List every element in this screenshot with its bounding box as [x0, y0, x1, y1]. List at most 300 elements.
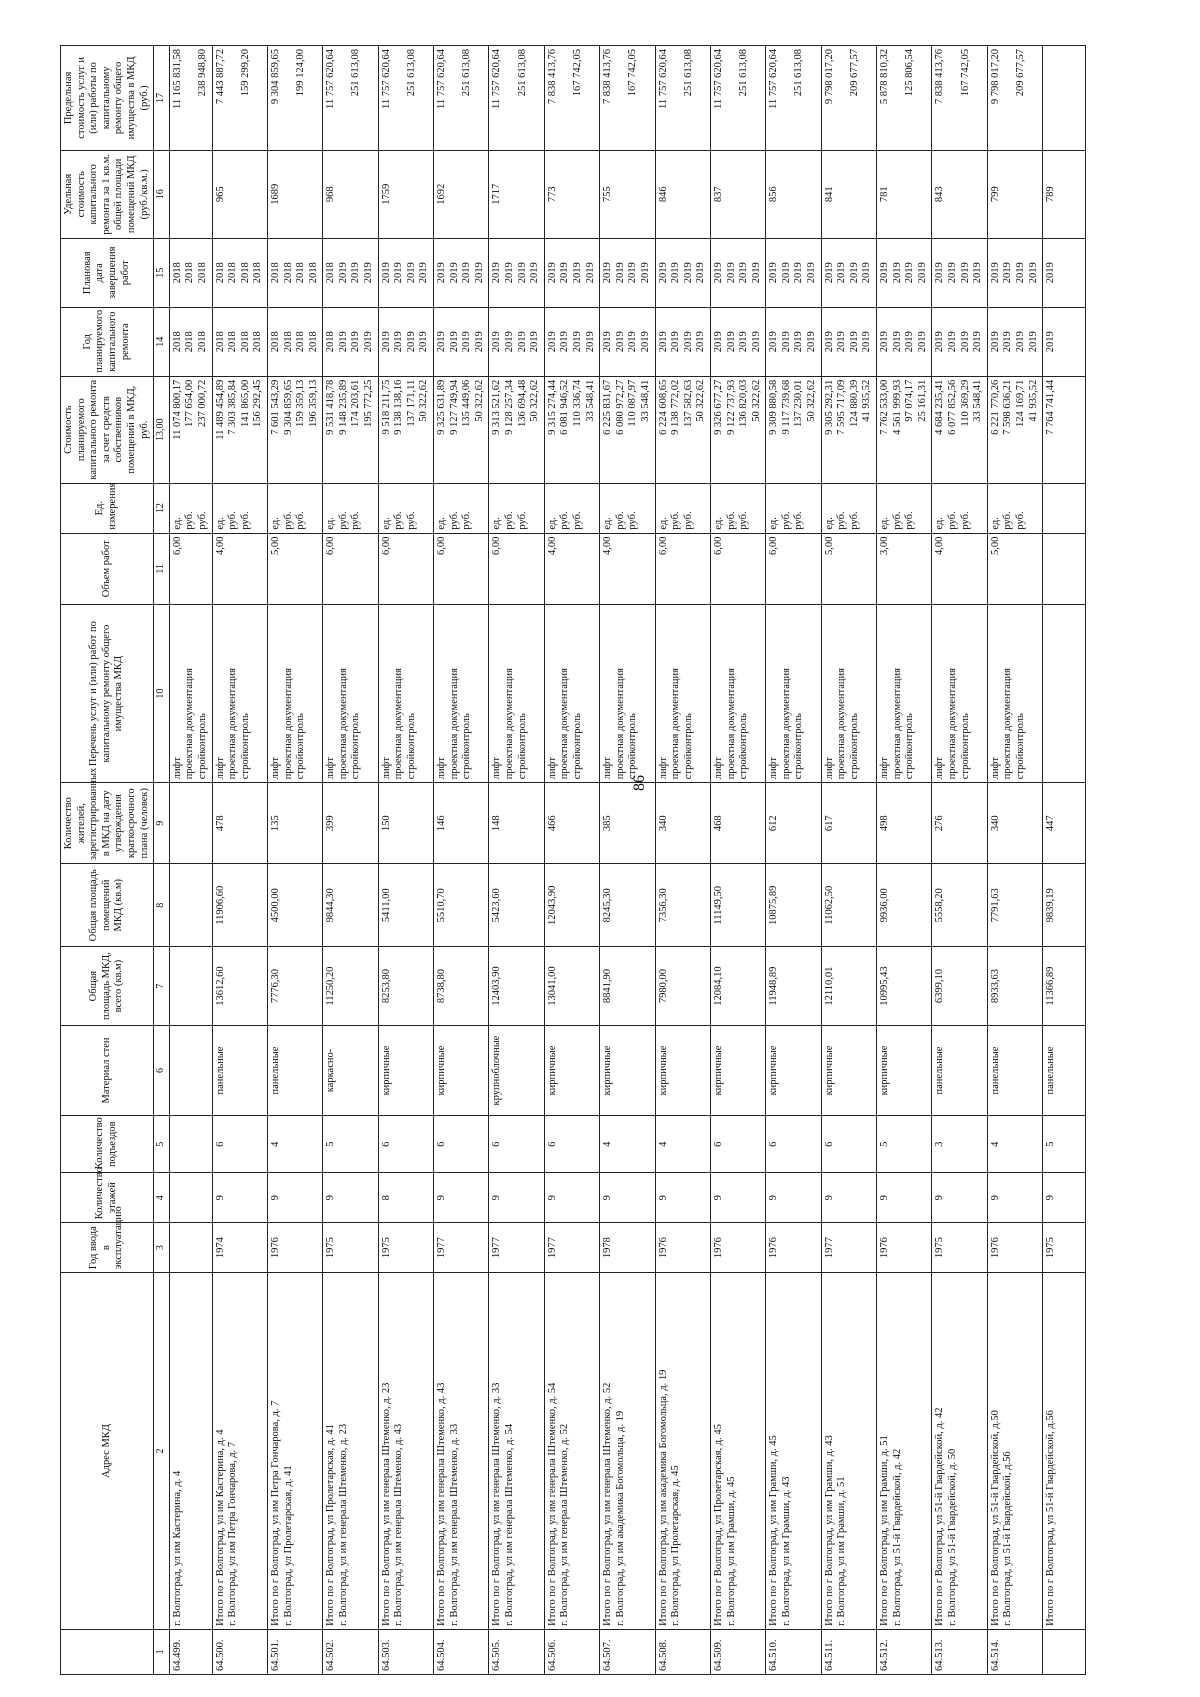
units-line: руб. [848, 511, 860, 530]
plan-year-line: 2019 [861, 331, 873, 353]
end-date [434, 238, 489, 307]
work-volume [1043, 533, 1086, 604]
commission-year: 1975 [932, 1223, 987, 1273]
wall-material: кирпичные [877, 1025, 932, 1115]
end-date-line: 2019 [529, 262, 541, 284]
units-line: ед. [546, 517, 558, 530]
plan-year-line: 2018 [227, 331, 239, 353]
works-list-line: лифт [657, 757, 669, 780]
limit-cost-line [184, 49, 197, 147]
premises-area: 5558,20 [932, 864, 987, 947]
plan-year [378, 307, 433, 376]
plan-year-line: 2019 [836, 331, 848, 353]
units-line: ед. [657, 517, 669, 530]
plan-year [655, 307, 710, 376]
table-row [434, 46, 489, 1675]
premises-area: 11149,50 [710, 864, 765, 947]
end-date-line: 2018 [269, 262, 281, 284]
column-header-1 [61, 1629, 154, 1674]
entrances-count: 6 [212, 1116, 267, 1173]
premises-area: 7356,30 [655, 864, 710, 947]
end-date-line: 2019 [436, 262, 448, 284]
residents-count: 498 [877, 783, 932, 864]
address-cell-line: Итого по г Волгоград, ул им генерала Штеменко, д. 52 [602, 1382, 614, 1626]
plan-year-line: 2019 [806, 331, 818, 353]
premises-area: 5510,70 [434, 864, 489, 947]
limit-cost-line [393, 49, 406, 147]
planned-cost-line: 6 224 608,65 [657, 379, 669, 435]
planned-cost [212, 376, 267, 483]
plan-year-line: 2019 [1045, 331, 1057, 353]
address-cell [434, 1273, 489, 1630]
planned-cost-line: 4 684 235,41 [934, 379, 946, 435]
end-date-line: 2019 [393, 262, 405, 284]
plan-year-line: 2019 [750, 331, 762, 353]
premises-area: 5411,00 [378, 864, 433, 947]
address-cell-line: Итого по г Волгоград, ул им Грамши, д. 51 [879, 1435, 891, 1626]
unit-cost: 968 [323, 150, 378, 238]
floors-count: 9 [544, 1173, 599, 1223]
wall-material: крупноблочные [489, 1025, 544, 1115]
works-list-line: лифт [712, 757, 724, 780]
end-date-line: 2019 [879, 262, 891, 284]
residents-count: 340 [655, 783, 710, 864]
address-cell [544, 1273, 599, 1630]
planned-cost-line: 9 117 739,68 [780, 379, 792, 435]
plan-year-line: 2018 [295, 331, 307, 353]
residents-count: 466 [544, 783, 599, 864]
premises-area: 8245,30 [600, 864, 655, 947]
entrances-count: 6 [710, 1116, 765, 1173]
address-cell-line [683, 1276, 696, 1626]
planned-cost-line: 137 582,63 [682, 379, 694, 427]
address-cell-line [1015, 1276, 1028, 1626]
commission-year: 1975 [323, 1223, 378, 1273]
entrances-count: 5 [1043, 1116, 1086, 1173]
plan-year-line: 2018 [307, 331, 319, 353]
end-date-line: 2019 [337, 262, 349, 284]
planned-cost-line: 124 880,39 [848, 379, 860, 427]
address-cell-line: г. Волгоград, ул Пролетарская, д. 45 [670, 1465, 682, 1626]
column-header-12: Ед. измерения [61, 483, 154, 533]
work-volume: 6,00 [378, 533, 433, 604]
planned-cost-line: 33 548,41 [639, 379, 651, 422]
address-cell [169, 1273, 212, 1630]
work-volume: 5,00 [267, 533, 322, 604]
limit-cost [932, 46, 987, 151]
address-cell-line: г. Волгоград, ул им Петра Гончарова, д. 7 [227, 1441, 239, 1626]
wall-material: каркасно- [323, 1025, 378, 1115]
limit-cost-line: 167 742,05 [571, 49, 583, 97]
entrances-count: 5 [877, 1116, 932, 1173]
limit-cost-line: 167 742,05 [627, 49, 639, 97]
table-row [544, 46, 599, 1675]
planned-cost-line: 6 221 770,26 [989, 379, 1001, 435]
end-date-line: 2019 [559, 262, 571, 284]
planned-cost-line: 110 336,74 [571, 379, 583, 427]
entrances-count: 4 [655, 1116, 710, 1173]
column-number-row [154, 46, 170, 1675]
commission-year: 1975 [378, 1223, 433, 1273]
row-number: 64.499. [169, 1629, 212, 1674]
address-cell [710, 1273, 765, 1630]
plan-year-line: 2019 [947, 331, 958, 353]
planned-cost-line: 7 762 533,00 [879, 379, 891, 435]
units [987, 483, 1042, 533]
end-date-line: 2019 [1027, 262, 1039, 284]
wall-material: кирпичные [544, 1025, 599, 1115]
limit-cost-line: 251 613,08 [682, 49, 694, 97]
end-date [378, 238, 433, 307]
end-date-line: 2019 [516, 262, 528, 284]
address-cell [766, 1273, 821, 1630]
row-number: 64.503. [378, 1629, 433, 1674]
work-volume: 6,00 [766, 533, 821, 604]
units [212, 483, 267, 533]
column-header-7: Общая площадь МКД, всего (кв.м) [61, 947, 154, 1025]
table-row [323, 46, 378, 1675]
works-list-line: лифт [269, 757, 281, 780]
planned-cost [655, 376, 710, 483]
commission-year: 1976 [267, 1223, 322, 1273]
planned-cost [169, 376, 212, 483]
column-number-5: 5 [154, 1116, 170, 1173]
end-date-line: 2019 [491, 262, 503, 284]
residents-count: 146 [434, 783, 489, 864]
total-area: 11948,89 [766, 947, 821, 1025]
planned-cost-line: 50 322,62 [418, 379, 430, 422]
works-list-line: проектная документация [393, 668, 405, 780]
planned-cost-line: 136 694,48 [516, 379, 528, 427]
units [323, 483, 378, 533]
works-list [821, 604, 876, 782]
plan-year-line: 2019 [682, 331, 694, 353]
end-date-line: 2019 [1045, 262, 1057, 284]
row-number: 64.510. [766, 1629, 821, 1674]
plan-year-line: 2019 [418, 331, 430, 353]
units-line: руб. [682, 511, 694, 530]
column-number-11: 11 [154, 533, 170, 604]
commission-year: 1978 [600, 1223, 655, 1273]
planned-cost-line: 9 518 211,75 [380, 379, 392, 435]
limit-cost-line: 251 613,08 [461, 49, 473, 97]
works-list [378, 604, 433, 782]
premises-area: 4500,00 [267, 864, 322, 947]
end-date [766, 238, 821, 307]
works-list [600, 604, 655, 782]
end-date [821, 238, 876, 307]
units-line: ед. [879, 517, 891, 530]
address-cell [212, 1273, 267, 1630]
work-volume: 5,00 [987, 533, 1042, 604]
end-date [710, 238, 765, 307]
end-date-line: 2018 [171, 262, 183, 284]
limit-cost-line [504, 49, 517, 147]
plan-year-line: 2019 [380, 331, 392, 353]
planned-cost-line: 6 077 852,56 [947, 379, 958, 435]
plan-year-line: 2019 [891, 331, 903, 353]
limit-cost-line: 199 124,00 [295, 49, 307, 97]
limit-cost-line [670, 49, 683, 147]
column-header-5: Количество подъездов [61, 1116, 154, 1173]
planned-cost-line: 6 081 946,52 [559, 379, 571, 435]
units-line: руб. [959, 511, 971, 530]
planned-cost [821, 376, 876, 483]
end-date-line: 2019 [504, 262, 515, 284]
end-date-line: 2018 [227, 262, 239, 284]
address-cell-line: Итого по г Волгоград, ул им генерала Штеменко, д. 43 [436, 1382, 448, 1626]
column-header-2: Адрес МКД [61, 1273, 154, 1630]
column-number-16: 16 [154, 150, 170, 238]
limit-cost-line: 7 443 887,72 [214, 49, 226, 105]
end-date-line: 2019 [972, 262, 984, 284]
works-list-line: проектная документация [780, 668, 792, 780]
address-cell-line: Итого по г Волгоград, ул 51-й Гвардейской, д. 42 [934, 1407, 946, 1626]
limit-cost-line: 9 798 017,20 [823, 49, 835, 105]
floors-count: 9 [655, 1173, 710, 1223]
planned-cost-line: 9 122 737,93 [725, 379, 737, 435]
end-date-line: 2019 [418, 262, 430, 284]
works-list-line: проектная документация [725, 668, 737, 780]
units-line: ед. [171, 517, 183, 530]
end-date-line: 2019 [682, 262, 694, 284]
address-cell-line [627, 1276, 640, 1626]
units-line: ед. [768, 517, 780, 530]
plan-year-line: 2019 [670, 331, 682, 353]
units-line: руб. [627, 511, 639, 530]
header-row [61, 46, 154, 1675]
plan-year-line: 2019 [529, 331, 541, 353]
row-number [1043, 1629, 1086, 1674]
end-date-line: 2019 [836, 262, 848, 284]
plan-year [710, 307, 765, 376]
limit-cost-line [1002, 49, 1015, 147]
plan-year-line: 2019 [584, 331, 596, 353]
commission-year: 1976 [710, 1223, 765, 1273]
planned-cost-line: 195 772,25 [363, 379, 375, 427]
wall-material: кирпичные [821, 1025, 876, 1115]
plan-year-line: 2019 [1002, 331, 1014, 353]
units [932, 483, 987, 533]
end-date-line: 2019 [768, 262, 780, 284]
planned-cost-line: 9 304 859,65 [282, 379, 294, 435]
plan-year-line: 2019 [848, 331, 860, 353]
row-number: 64.505. [489, 1629, 544, 1674]
units-line: руб. [559, 511, 571, 530]
end-date-line: 2019 [934, 262, 946, 284]
planned-cost-line: 237 000,72 [196, 379, 208, 427]
residents-count: 399 [323, 783, 378, 864]
plan-year-line: 2019 [546, 331, 558, 353]
unit-cost: 1689 [267, 150, 322, 238]
wall-material: панельные [932, 1025, 987, 1115]
limit-cost-line: 11 757 620,64 [436, 49, 448, 109]
entrances-count: 4 [987, 1116, 1042, 1173]
works-list-line: лифт [602, 757, 614, 780]
plan-year [212, 307, 267, 376]
works-list-line: стройконтроль [295, 713, 307, 780]
limit-cost [710, 46, 765, 151]
address-cell-line: Итого по г Волгоград, ул 51-й Гвардейской, д.50 [989, 1410, 1001, 1626]
column-number-17: 17 [154, 46, 170, 151]
plan-year [1043, 307, 1086, 376]
units-line: руб. [393, 511, 405, 530]
table-row [169, 46, 212, 1675]
unit-cost: 781 [877, 150, 932, 238]
units-line: руб. [405, 511, 417, 530]
address-cell-line [1070, 1276, 1083, 1626]
limit-cost-line [726, 49, 739, 147]
works-list-line: стройконтроль [350, 713, 362, 780]
end-date-line: 2019 [363, 262, 375, 284]
units-line: руб. [337, 511, 349, 530]
end-date [212, 238, 267, 307]
address-cell-line [517, 1276, 530, 1626]
floors-count: 9 [1043, 1173, 1086, 1223]
planned-cost-line: 33 548,41 [972, 379, 984, 422]
planned-cost-line: 50 322,62 [806, 379, 818, 422]
planned-cost-line: 33 548,41 [584, 379, 596, 422]
works-list-line: стройконтроль [738, 713, 750, 780]
limit-cost-line [449, 49, 462, 147]
total-area: 6399,10 [932, 947, 987, 1025]
works-list-line: проектная документация [504, 668, 515, 780]
limit-cost [267, 46, 322, 151]
planned-cost-line: 9 309 880,58 [768, 379, 780, 435]
limit-cost-line: 9 798 017,20 [989, 49, 1001, 105]
units-line: руб. [504, 511, 515, 530]
planned-cost-line: 141 865,00 [239, 379, 251, 427]
end-date-line: 2019 [916, 262, 928, 284]
total-area [169, 947, 212, 1025]
planned-cost-line: 9 315 274,44 [546, 379, 558, 435]
residents-count: 385 [600, 783, 655, 864]
address-cell-line: Итого по г Волгоград, ул им Грамши, д. 45 [768, 1435, 780, 1626]
unit-cost [169, 150, 212, 238]
unit-cost: 837 [710, 150, 765, 238]
works-list-line: стройконтроль [516, 713, 528, 780]
units [710, 483, 765, 533]
table-row [212, 46, 267, 1675]
units-line: руб. [571, 511, 583, 530]
limit-cost-line: 251 613,08 [350, 49, 362, 97]
plan-year-line: 2019 [959, 331, 971, 353]
units [600, 483, 655, 533]
residents-count: 447 [1043, 783, 1086, 864]
plan-year-line: 2019 [879, 331, 891, 353]
units-line: руб. [282, 511, 294, 530]
plan-year [323, 307, 378, 376]
planned-cost [544, 376, 599, 483]
plan-year-line: 2019 [1027, 331, 1039, 353]
plan-year-line: 2019 [363, 331, 375, 353]
column-number-2: 2 [154, 1273, 170, 1630]
units-line: ед. [491, 517, 503, 530]
total-area: 8253,80 [378, 947, 433, 1025]
address-cell-line: г. Волгоград, ул им Грамши, д. 51 [836, 1476, 848, 1626]
column-number-10: 10 [154, 604, 170, 782]
plan-year-line: 2019 [780, 331, 792, 353]
works-list-line: проектная документация [184, 668, 196, 780]
works-list [655, 604, 710, 782]
units-line: руб. [793, 511, 805, 530]
planned-cost-line: 9 138 772,02 [670, 379, 682, 435]
works-list-line: стройконтроль [405, 713, 417, 780]
plan-year-line: 2019 [448, 331, 460, 353]
column-header-8: Общая площадь помещений МКД (кв.м) [61, 864, 154, 947]
units-line: руб. [1014, 511, 1026, 530]
premises-area: 7791,63 [987, 864, 1042, 947]
planned-cost-line: 110 369,29 [959, 379, 971, 427]
entrances-count [169, 1116, 212, 1173]
total-area: 8933,63 [987, 947, 1042, 1025]
end-date-line: 2019 [380, 262, 392, 284]
unit-cost: 846 [655, 150, 710, 238]
end-date-line: 2018 [282, 262, 294, 284]
row-number: 64.513. [932, 1629, 987, 1674]
residents-count: 148 [489, 783, 544, 864]
floors-count: 9 [267, 1173, 322, 1223]
address-cell-line: г. Волгоград, ул 51-й Гвардейской, д.56 [1002, 1451, 1014, 1626]
units [1043, 483, 1086, 533]
address-cell-line: г. Волгоград, ул им генерала Штеменко, д. 54 [504, 1423, 515, 1626]
residents-count: 617 [821, 783, 876, 864]
plan-year-line: 2019 [627, 331, 639, 353]
column-number-12: 12 [154, 483, 170, 533]
limit-cost [323, 46, 378, 151]
works-list [766, 604, 821, 782]
premises-area: 5423,60 [489, 864, 544, 947]
address-cell-line: Итого по г Волгоград, ул Пролетарская, д. 41 [325, 1424, 337, 1626]
works-list-line: проектная документация [891, 668, 903, 780]
address-cell-line: Итого по г Волгоград, ул им генерала Штеменко, д. 33 [491, 1382, 503, 1626]
floors-count: 9 [821, 1173, 876, 1223]
plan-year-line: 2019 [768, 331, 780, 353]
address-cell [323, 1273, 378, 1630]
residents-count: 135 [267, 783, 322, 864]
works-list-line: стройконтроль [461, 713, 473, 780]
plan-year-line: 2019 [1014, 331, 1026, 353]
wall-material: кирпичные [766, 1025, 821, 1115]
address-cell-line: г. Волгоград, ул им генерала Штеменко, д. 23 [337, 1423, 349, 1626]
limit-cost-line: 11 165 831,58 [171, 49, 183, 109]
limit-cost-line: 125 806,54 [904, 49, 916, 97]
end-date-line: 2018 [307, 262, 319, 284]
address-cell [489, 1273, 544, 1630]
planned-cost-line: 177 654,00 [184, 379, 196, 427]
units-line: руб. [227, 511, 239, 530]
total-area: 11366,89 [1043, 947, 1086, 1025]
address-cell-line [350, 1276, 363, 1626]
plan-year-line: 2018 [214, 331, 226, 353]
end-date [655, 238, 710, 307]
end-date-line: 2019 [448, 262, 460, 284]
plan-year-line: 2019 [473, 331, 485, 353]
premises-area: 9839,19 [1043, 864, 1086, 947]
works-list [710, 604, 765, 782]
row-number: 64.507. [600, 1629, 655, 1674]
work-volume: 6,00 [710, 533, 765, 604]
residents-count: 340 [987, 783, 1042, 864]
works-list-line: стройконтроль [239, 713, 251, 780]
rotated-page [60, 45, 1160, 1675]
planned-cost-line: 135 449,06 [461, 379, 473, 427]
works-list-line: стройконтроль [682, 713, 694, 780]
planned-cost-line: 9 138 138,16 [393, 379, 405, 435]
end-date [987, 238, 1042, 307]
units-line: ед. [823, 517, 835, 530]
column-number-1: 1 [154, 1629, 170, 1674]
